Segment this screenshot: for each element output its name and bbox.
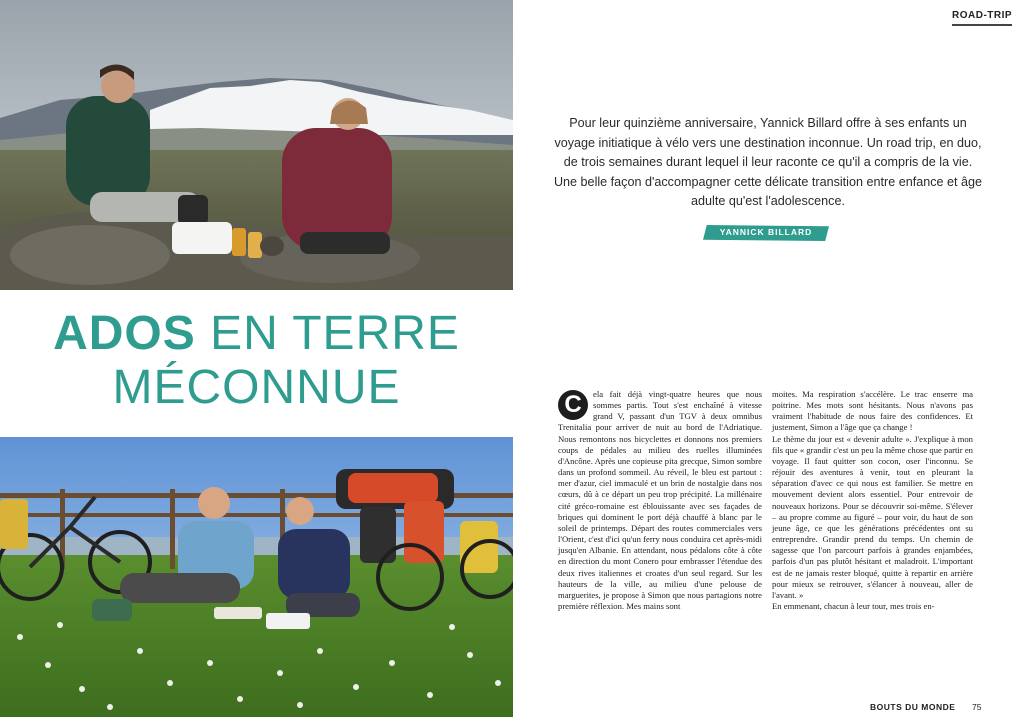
body-column-2 bbox=[772, 389, 973, 612]
photo-cyclists-meadow bbox=[0, 437, 513, 717]
headline bbox=[0, 308, 513, 416]
author-name: YANNICK BILLARD bbox=[719, 227, 813, 237]
headline-line1-rest: EN TERRE bbox=[195, 307, 460, 360]
body-column-1 bbox=[558, 389, 762, 612]
page-number: 75 bbox=[972, 702, 982, 712]
headline-line2: MÉCONNUE bbox=[112, 361, 401, 414]
photo-mountain-picnic bbox=[0, 0, 513, 290]
body-paragraph: En emmenant, chacun à leur tour, mes trois en- bbox=[772, 600, 935, 611]
body-paragraph: ela fait déjà vingt-quatre heures que nous sommes partis. Tout s'est enchaîné à vitesse grand V, passant d'un TGV à deux omnibus Trenitalia pour arriver de nuit au bord de l'Adriatique. Nous remontons nos bicyclettes et donnons nos premiers coups de pédales au milieu des ruelles illuminées d'Ancône. Après une copieuse pita grecque, Simon sombre dans un profond sommeil. Au réveil, le bleu est partout : mer d'azur, ciel immaculé et un brin de nostalgie dans nos cœurs, dû à ce départ un peu trop précipité. La millénaire cité gréco-romaine est éblouissante avec ses façades de briques qui dominent le port déjà chauffé à blanc par le soleil de printemps. Départ des routes commerciales vers l'Orient, c'est d'ici qu'un ferry nous conduira cet après-midi jusqu'en Albanie. En attendant, nous pédalons côte à côte en direction du mont Conero pour embrasser l'étendue des deux rives italiennes et croates d'un seul regard. Sur les hauteurs de la ville, au milieu d'une pelouse de marguerites, je propose à Simon que nous partagions notre première réflexion. Mes mains sont bbox=[558, 389, 762, 611]
magazine-name: BOUTS DU MONDE bbox=[870, 702, 956, 712]
section-rule bbox=[952, 24, 1012, 26]
body-paragraph: moites. Ma respiration s'accélère. Le trac enserre ma poitrine. Mes mots sont hésitants. Nous n'avons pas vraiment l'habitude de nous faire des confidences. Et justement, Simon a l'âge que ça change ! bbox=[772, 389, 973, 433]
drop-cap: C bbox=[558, 390, 588, 420]
body-paragraph: Le thème du jour est « devenir adulte ». J'explique à mon fils que « grandir c'est un peu la même chose que partir en voyage. Il faut quitter son cocon, oser l'inconnu. Se réjouir des aventures à venir, tout en pleurant la séparation d'avec ce qui nous est familier. Se mettre en mouvement devient alors essentiel. Pour entrevoir de nouveaux horizons. Pour se découvrir soi-même. S'élever – au propre comme au figuré – pour voir, du haut de son jeune âge, ce que les générations précédentes ont su entreprendre. Grandir prend du temps. Un chemin de sagesse que l'on parcourt parfois à grandes enjambées, parfois d'un pas plutôt hésitant et maladroit. L'important est de ne jamais rester bloqué, quitte à repartir en arrière pour mieux se retrouver, s'élancer à nouveau, aller de l'avant. » bbox=[772, 433, 973, 600]
section-label: ROAD-TRIP bbox=[952, 10, 1013, 21]
headline-line1 bbox=[0, 308, 513, 360]
headline-bold: ADOS bbox=[53, 307, 196, 360]
intro-paragraph: Pour leur quinzième anniversaire, Yannick Billard offre à ses enfants un voyage initiatique à vélo vers une destination inconnue. Un road trip, en duo, de trois semaines durant lequel il leur raconte ce qu'il a compris de la vie. Une belle façon d'accompagner cette délicate transition entre enfance et âge adulte qu'est l'adolescence. bbox=[553, 116, 983, 208]
